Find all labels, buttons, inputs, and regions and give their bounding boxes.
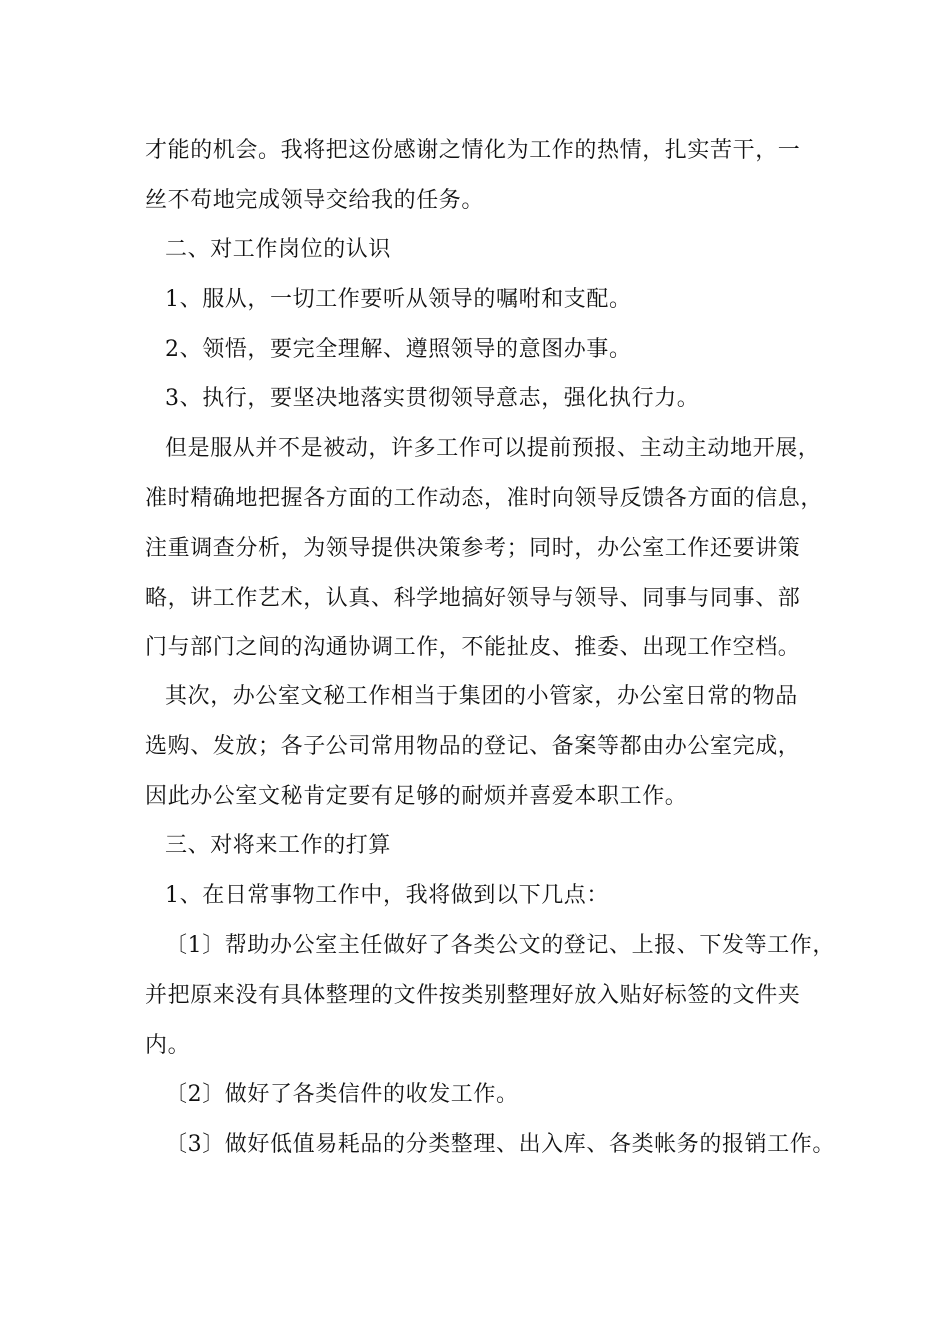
list-item: 1、服从，一切工作要听从领导的嘱咐和支配。 [165, 287, 632, 312]
section-heading: 三、对将来工作的打算 [165, 833, 392, 858]
list-item: 1、在日常事物工作中，我将做到以下几点： [165, 883, 609, 908]
text-line: 选购、发放；各子公司常用物品的登记、备案等都由办公室完成， [145, 734, 801, 759]
text-line: 但是服从并不是被动，许多工作可以提前预报、主动主动地开展， [165, 436, 821, 461]
text-line: 略，讲工作艺术，认真、科学地搞好领导与领导、同事与同事、部 [145, 586, 801, 611]
list-item: 2、领悟，要完全理解、遵照领导的意图办事。 [165, 337, 632, 362]
section-heading: 二、对工作岗位的认识 [165, 237, 392, 262]
list-item: 〔3〕做好低值易耗品的分类整理、出入库、各类帐务的报销工作。 [165, 1132, 835, 1157]
text-line: 因此办公室文秘肯定要有足够的耐烦并喜爱本职工作。 [145, 784, 688, 809]
list-item: 〔1〕帮助办公室主任做好了各类公文的登记、上报、下发等工作， [165, 933, 835, 958]
text-line: 准时精确地把握各方面的工作动态，准时向领导反馈各方面的信息， [145, 486, 824, 511]
text-line: 丝不苟地完成领导交给我的任务。 [145, 188, 485, 213]
list-item: 〔2〕做好了各类信件的收发工作。 [165, 1082, 519, 1107]
text-line: 门与部门之间的沟通协调工作，不能扯皮、推委、出现工作空档。 [145, 635, 801, 660]
text-line: 才能的机会。我将把这份感谢之情化为工作的热情，扎实苦干，一 [145, 138, 801, 163]
text-line: 并把原来没有具体整理的文件按类别整理好放入贴好标签的文件夹 [145, 983, 801, 1008]
list-item: 3、执行，要坚决地落实贯彻领导意志，强化执行力。 [165, 386, 700, 411]
text-line: 内。 [145, 1033, 191, 1058]
text-line: 其次，办公室文秘工作相当于集团的小管家，办公室日常的物品 [165, 684, 798, 709]
text-line: 注重调查分析，为领导提供决策参考；同时，办公室工作还要讲策 [145, 536, 801, 561]
